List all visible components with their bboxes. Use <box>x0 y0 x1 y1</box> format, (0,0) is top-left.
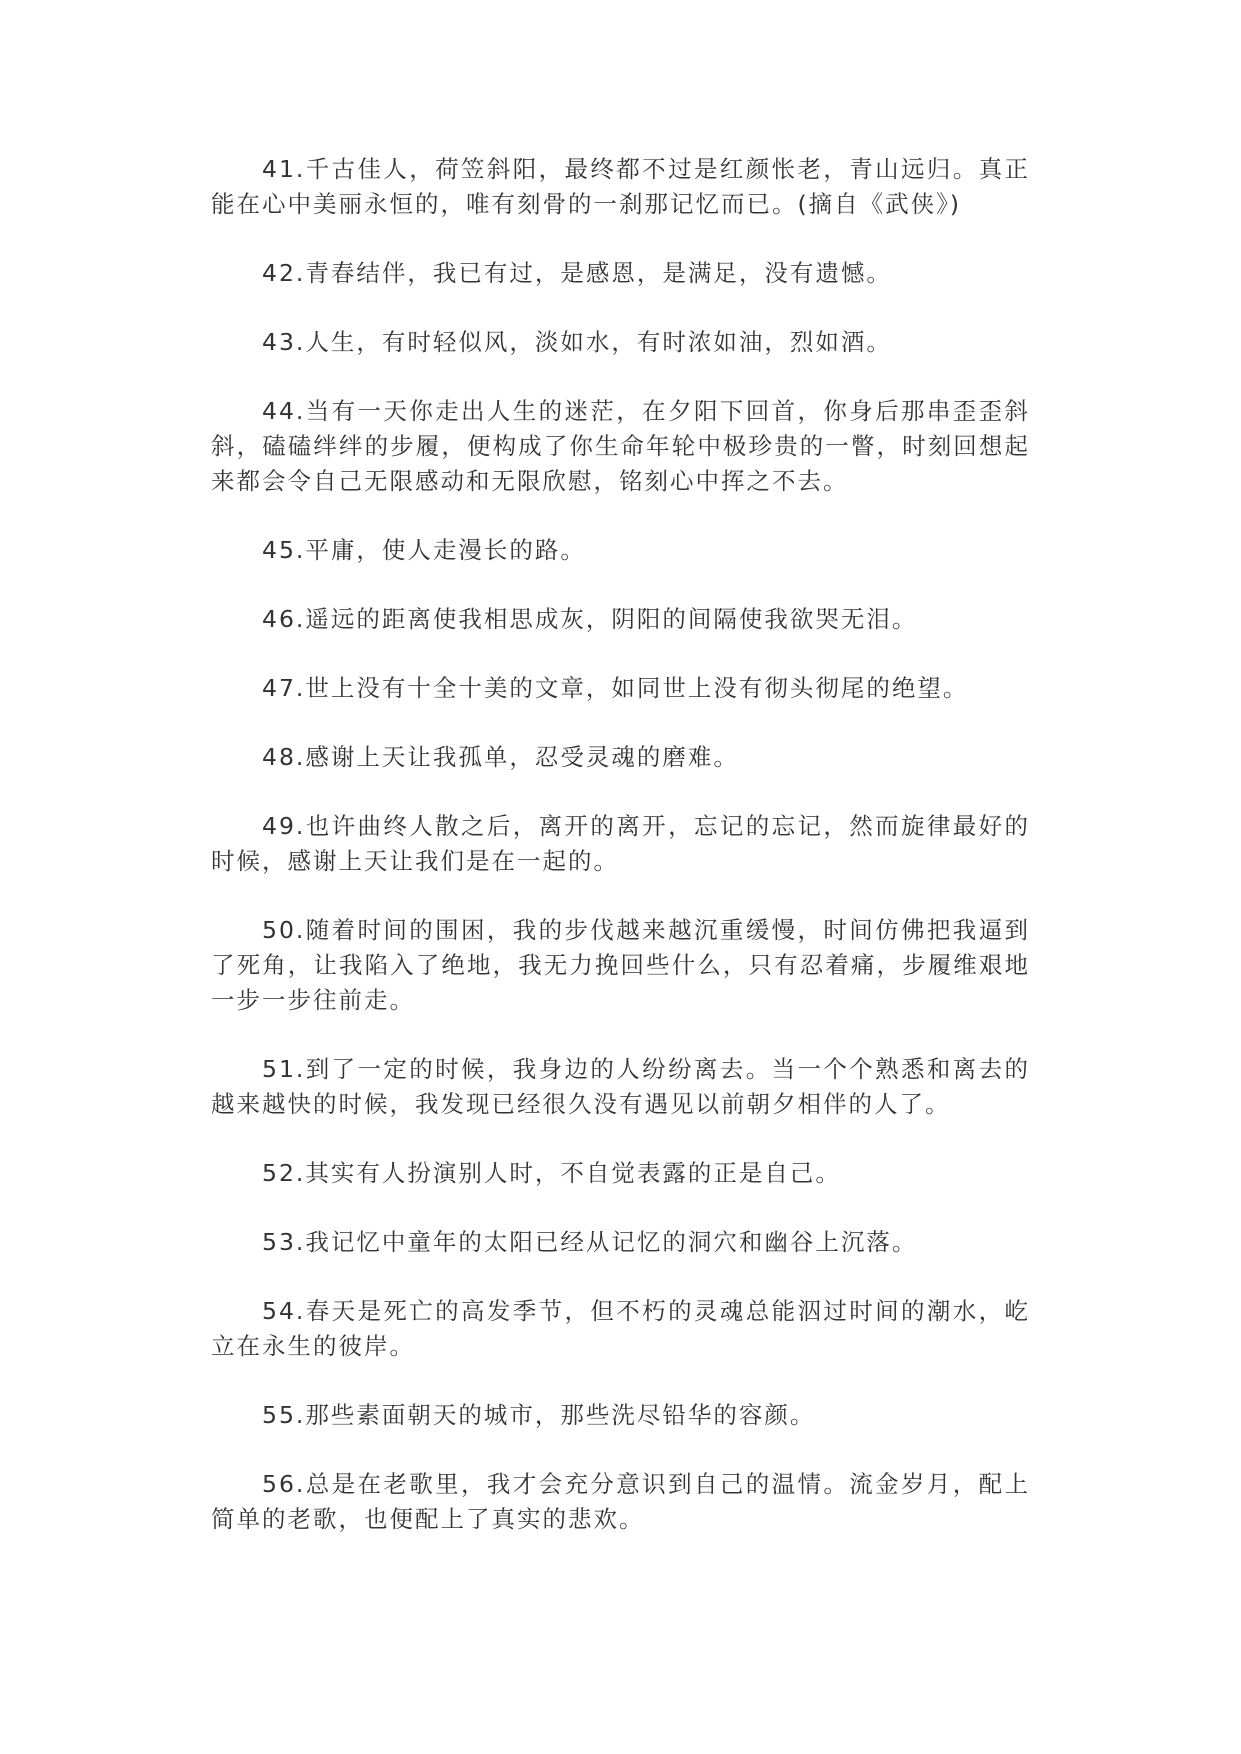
paragraph-55: 55.那些素面朝天的城市，那些洗尽铅华的容颜。 <box>262 1401 816 1429</box>
paragraph-45: 45.平庸，使人走漫长的路。 <box>262 536 586 564</box>
paragraph-49: 49.也许曲终人散之后，离开的离开，忘记的忘记，然而旋律最好的时候，感谢上天让我们是在一起的。 <box>211 812 1030 875</box>
paragraph-47: 47.世上没有十全十美的文章，如同世上没有彻头彻尾的绝望。 <box>262 674 969 702</box>
paragraph-43: 43.人生，有时轻似风，淡如水，有时浓如油，烈如酒。 <box>262 328 892 356</box>
paragraph-53: 53.我记忆中童年的太阳已经从记忆的洞穴和幽谷上沉落。 <box>262 1228 918 1256</box>
paragraph-52: 52.其实有人扮演别人时，不自觉表露的正是自己。 <box>262 1159 841 1187</box>
paragraph-50: 50.随着时间的围困，我的步伐越来越沉重缓慢，时间仿佛把我逼到了死角，让我陷入了绝地，我无力挽回些什么，只有忍着痛，步履维艰地一步一步往前走。 <box>211 916 1030 1014</box>
paragraph-54: 54.春天是死亡的高发季节，但不朽的灵魂总能泅过时间的潮水，屹立在永生的彼岸。 <box>211 1297 1030 1360</box>
paragraph-56: 56.总是在老歌里，我才会充分意识到自己的温情。流金岁月，配上简单的老歌，也便配上了真实的悲欢。 <box>211 1470 1030 1533</box>
paragraph-51: 51.到了一定的时候，我身边的人纷纷离去。当一个个熟悉和离去的越来越快的时候，我发现已经很久没有遇见以前朝夕相伴的人了。 <box>211 1055 1030 1118</box>
paragraph-44: 44.当有一天你走出人生的迷茫，在夕阳下回首，你身后那串歪歪斜斜，磕磕绊绊的步履，便构成了你生命年轮中极珍贵的一瞥，时刻回想起来都会令自己无限感动和无限欣慰，铭刻心中挥之不去。 <box>211 397 1030 495</box>
paragraph-46: 46.遥远的距离使我相思成灰，阴阳的间隔使我欲哭无泪。 <box>262 605 918 633</box>
paragraph-42: 42.青春结伴，我已有过，是感恩，是满足，没有遗憾。 <box>262 259 892 287</box>
paragraph-41: 41.千古佳人，荷笠斜阳，最终都不过是红颜怅老，青山远归。真正能在心中美丽永恒的，唯有刻骨的一刹那记忆而已。(摘自《武侠》) <box>211 155 1030 218</box>
document-page <box>211 152 1030 1571</box>
paragraph-48: 48.感谢上天让我孤单，忍受灵魂的磨难。 <box>262 743 739 771</box>
